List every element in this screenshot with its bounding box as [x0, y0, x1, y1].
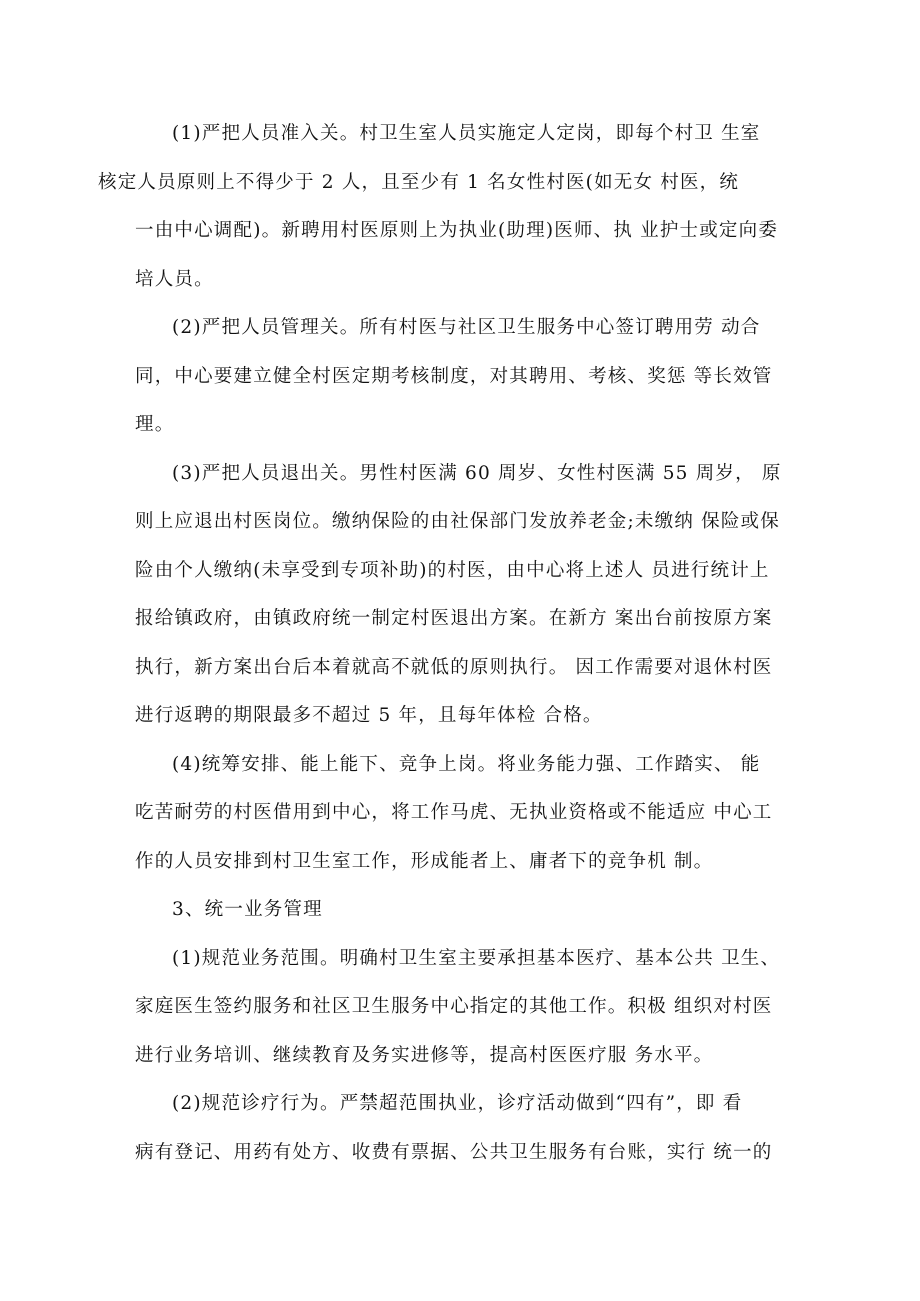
paragraph-personnel-entry: [98, 110, 800, 304]
text-line: 进行业务培训、继续教育及务实进修等，提高村医医疗服 务水平。: [135, 1044, 714, 1066]
text-line: 进行返聘的期限最多不超过 5 年，且每年体检 合格。: [135, 705, 603, 726]
text-line: 作的人员安排到村卫生室工作，形成能者上、庸者下的竞争机 制。: [135, 850, 714, 872]
paragraph-business-scope: [135, 935, 800, 1081]
section-heading: [135, 886, 800, 935]
text-line: 家庭医生签约服务和社区卫生服务中心指定的其他工作。积极 组织对村医: [135, 996, 773, 1017]
text-line: (2)规范诊疗行为。严禁超范围执业，诊疗活动做到“四有”，即 看: [172, 1093, 743, 1114]
paragraph-diagnosis-conduct: [135, 1080, 800, 1177]
text-line: 报给镇政府，由镇政府统一制定村医退出方案。在新方 案出台前按原方案: [135, 608, 773, 629]
text-line: 核定人员原则上不得少于 2 人，且至少有 1 名女性村医(如无女 村医，统: [98, 171, 740, 193]
text-line: 培人员。: [135, 268, 214, 290]
text-line: 险由个人缴纳(未享受到专项补助)的村医，由中心将上述人 员进行统计上: [135, 559, 770, 581]
text-line: 吃苦耐劳的村医借用到中心，将工作马虎、无执业资格或不能适应 中心工: [135, 802, 773, 823]
text-line: 理。: [135, 414, 175, 435]
text-line: (2)严把人员管理关。所有村医与社区卫生服务中心签订聘用劳 动合: [172, 317, 761, 338]
text-line: (3)严把人员退出关。男性村医满 60 周岁、女性村医满 55 周岁， 原: [172, 462, 782, 484]
text-line: 执行，新方案出台后本着就高不就低的原则执行。 因工作需要对退休村医: [135, 656, 773, 678]
section-heading-text: 3、统一业务管理: [172, 899, 323, 920]
text-line: (1)严把人员准入关。村卫生室人员实施定人定岗，即每个村卫 生室: [172, 123, 761, 144]
text-line: (4)统筹安排、能上能下、竞争上岗。将业务能力强、工作踏实、 能: [172, 753, 761, 775]
text-line: 病有登记、用药有处方、收费有票据、公共卫生服务有台账，实行 统一的: [135, 1141, 773, 1163]
text-line: 同，中心要建立健全村医定期考核制度，对其聘用、考核、奖惩 等长效管: [135, 365, 773, 387]
paragraph-overall-arrangement: [135, 741, 800, 887]
paragraph-personnel-management: [135, 304, 800, 450]
text-line: 一由中心调配)。新聘用村医原则上为执业(助理)医师、执 业护士或定向委: [135, 220, 779, 241]
text-line: 则上应退出村医岗位。缴纳保险的由社保部门发放养老金;未缴纳 保险或保: [135, 511, 780, 532]
text-line: (1)规范业务范围。明确村卫生室主要承担基本医疗、基本公共 卫生、: [172, 947, 781, 969]
paragraph-personnel-exit: [135, 450, 800, 741]
